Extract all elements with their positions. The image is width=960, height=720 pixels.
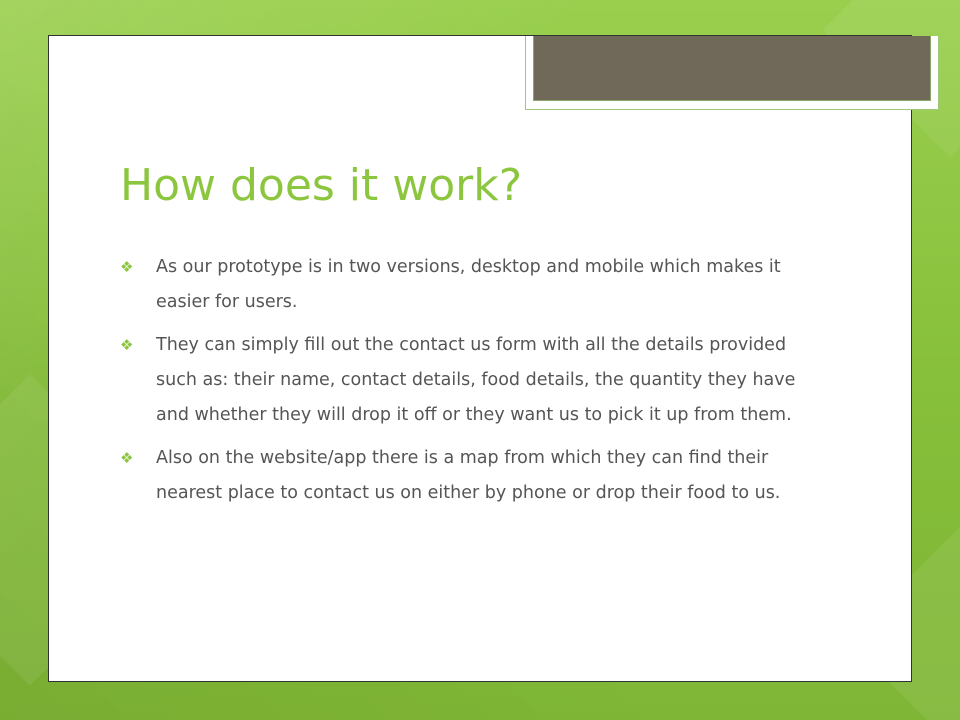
diamond-bullet-icon: ❖ [120, 449, 134, 467]
accent-tab [525, 36, 939, 110]
bullet-text: As our prototype is in two versions, desktop and mobile which makes it easier for users. [156, 257, 781, 312]
bullet-text: Also on the website/app there is a map from which they can find their nearest place to contact us on either by phone or drop their food to us. [156, 448, 781, 503]
bullet-item [120, 328, 820, 433]
bullet-item [120, 250, 820, 320]
bullet-text: They can simply fill out the contact us form with all the details provided such as: their name, contact details, food details, the quantity they have and whether they will drop it off or they want us to pick it up from them. [156, 335, 796, 425]
diamond-bullet-icon: ❖ [120, 336, 134, 354]
bullet-item [120, 441, 820, 511]
slide-title: How does it work? [120, 160, 523, 211]
diamond-bullet-icon: ❖ [120, 258, 134, 276]
bullet-list [120, 250, 820, 519]
accent-tab-fill [533, 36, 931, 101]
